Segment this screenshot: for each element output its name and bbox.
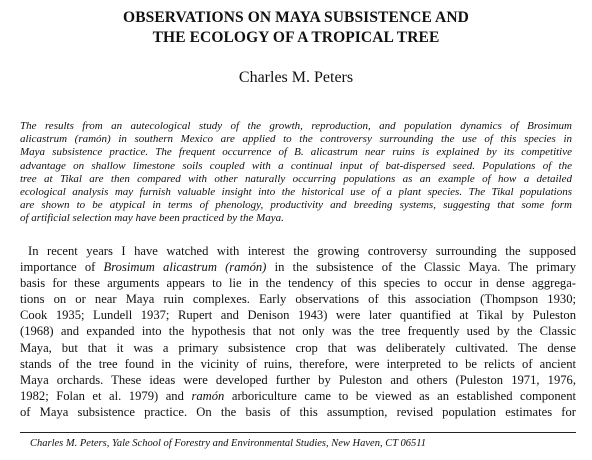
footnote-divider [20, 432, 576, 433]
title-line-2: THE ECOLOGY OF A TROPICAL TREE [152, 29, 440, 46]
body-text-segment: importance of [20, 260, 104, 275]
body-line: In recent years I have watched with interest the growing controversy surrounding the supposed [28, 244, 576, 258]
body-line: (1968) and expanded into the hypothesis that not only was the tree frequently used by the Classic [20, 324, 576, 339]
body-line: basis for these arguments appears to lie in the tendency of this species to occur in dense aggrega- [20, 276, 576, 291]
title-line-1: OBSERVATIONS ON MAYA SUBSISTENCE AND [123, 9, 469, 26]
abstract-line: tree at Tikal are then compared with other naturally occurring populations as an example of how a detailed [20, 172, 572, 185]
abstract-line: The results from an autecological study of the growth, reproduction, and population dynamics of Brosimum [20, 120, 572, 132]
body-line: Maya orchards. These ideas were developed further by Puleston and others (Puleston 1971, 1976, [20, 372, 576, 387]
body-text-segment: arboriculture came to be viewed as an established component [224, 388, 577, 403]
species-name: ramón [191, 388, 225, 403]
abstract-line: alicastrum (ramón) in southern Mexico are applied to the controversy surrounding the use of this species in [20, 133, 572, 146]
body-text-segment: 1982; Folan et al. 1979) and [20, 388, 192, 403]
body-paragraph [20, 243, 576, 420]
abstract-line: advantage on shallow limestone soils coupled with a continual input of bat-dispersed seed. Populations of the [20, 159, 572, 172]
body-line [20, 388, 576, 404]
author-name: Charles M. Peters [238, 69, 354, 86]
body-text-segment: in the subsistence of the Classic Maya. The primary [266, 260, 576, 275]
species-name: Brosimum alicastrum (ramón) [103, 260, 267, 275]
body-line: of Maya subsistence practice. On the basis of this assumption, revised population estimates for [20, 404, 576, 419]
abstract-line: of artificial selection may have been practiced by the Maya. [20, 212, 284, 225]
paper-title [0, 8, 592, 48]
body-line: tions on or near Maya ruin complexes. Early observations of this association (Thompson 1930; [20, 292, 576, 307]
author-affiliation-footnote: Charles M. Peters, Yale School of Forestry and Environmental Studies, New Haven, CT 06511 [30, 438, 426, 449]
abstract-line: ecological analysis may furnish valuable insight into the historical use of a plant species. The Tikal populations [20, 186, 572, 199]
abstract [20, 120, 572, 226]
abstract-line: are shown to be atypical in terms of phenology, productivity and breeding systems, suggesting that some form [20, 199, 572, 212]
abstract-line: Maya subsistence practice. The frequent occurrence of B. alicastrum near ruins is explained by its competitive [20, 146, 572, 159]
body-line: stands of the tree found in the vicinity of ruins, therefore, were interpreted to be relicts of ancient [20, 356, 576, 371]
body-line: Cook 1935; Lundell 1937; Rupert and Denison 1943) were later quantified at Tikal by Puleston [20, 308, 576, 323]
body-line: Maya, but that it was a primary subsistence crop that was deliberately cultivated. The dense [20, 340, 576, 355]
body-line [20, 259, 576, 275]
